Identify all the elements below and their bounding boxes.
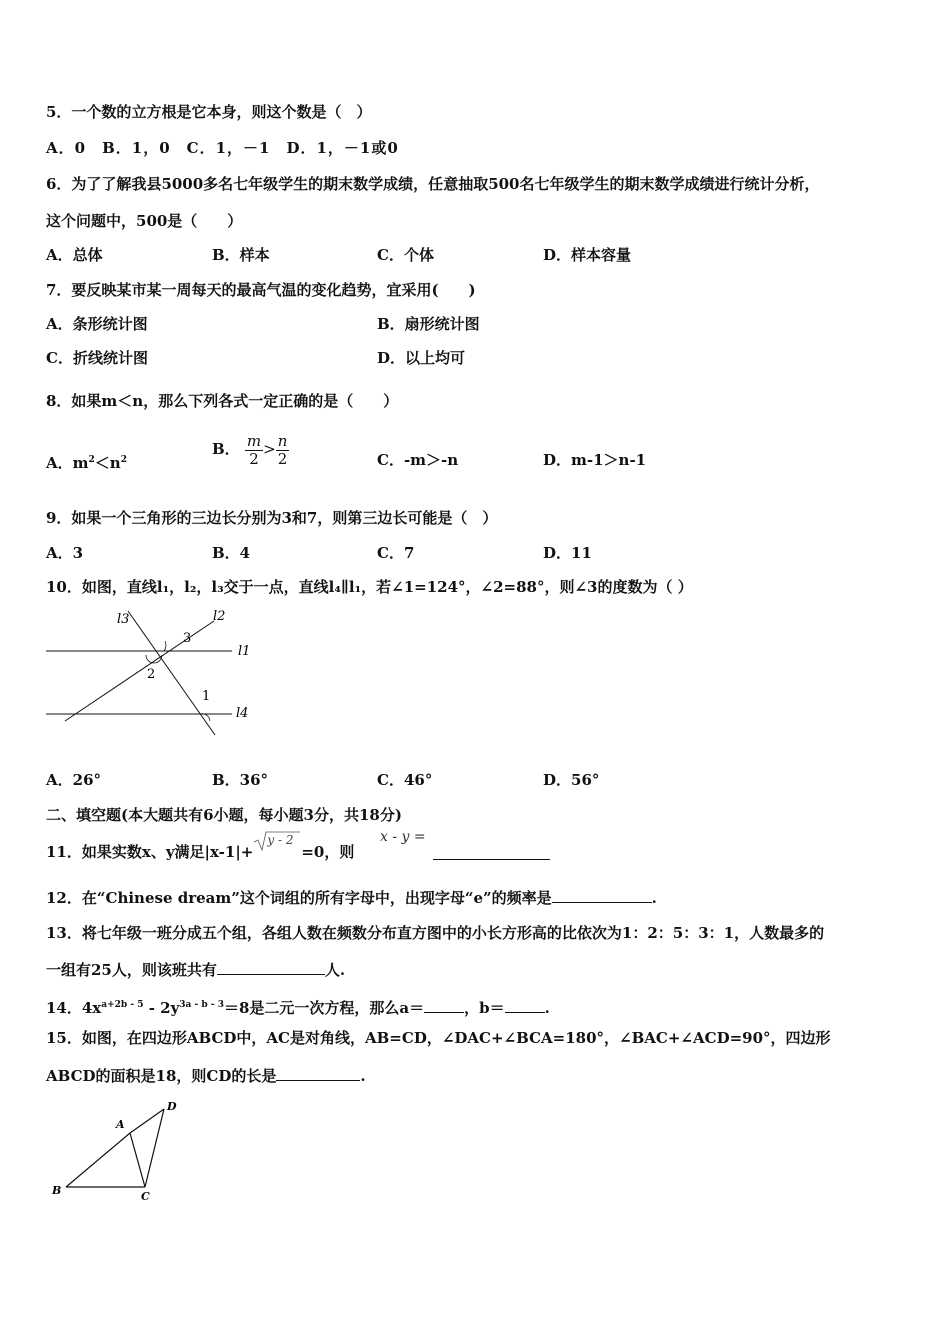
label-angle-2: 2 (147, 667, 156, 682)
section-2-heading: 二、填空题(本大题共有6小题，每小题3分，共18分) (46, 806, 402, 824)
q15-line1: 15．如图，在四边形ABCD中，AC是对角线，AB=CD，∠DAC+∠BCA=180°，∠BAC+∠ACD=90°，四边形 (46, 1029, 831, 1047)
q8-fraction-n (276, 433, 290, 468)
q14-exp1: a+2b - 5 (101, 1000, 144, 1010)
q11-prefix: 11．如果实数x、y满足|x-1|+ (46, 843, 254, 861)
label-D: D (167, 1100, 177, 1113)
q6-option-c: C．个体 (377, 246, 434, 264)
q12-line (46, 888, 657, 908)
q5-options: A．0 B．1，0 C．1，－1 D．1，－1或0 (46, 139, 399, 157)
q13-answer-blank[interactable] (217, 960, 325, 975)
q5-stem: 5．一个数的立方根是它本身，则这个数是（ ） (46, 103, 372, 121)
label-A: A (116, 1118, 125, 1131)
q10-option-d: D．56° (543, 771, 600, 789)
q8-option-b-label: B． (212, 440, 240, 458)
q9-stem: 9．如果一个三角形的三边长分别为3和7，则第三边长可能是（ ） (46, 509, 498, 527)
q7-option-a: A．条形统计图 (46, 315, 148, 333)
segment-AB (66, 1133, 130, 1187)
segment-AC (130, 1133, 145, 1187)
q6-option-b: B．样本 (212, 246, 270, 264)
q8-option-a-exp1: 2 (88, 455, 95, 465)
q7-option-d: D．以上均可 (377, 349, 466, 367)
label-B: B (52, 1184, 62, 1197)
line-l2 (65, 621, 214, 721)
q11-sqrt (253, 833, 301, 862)
q14-blank-a[interactable] (424, 998, 464, 1013)
q12-answer-blank[interactable] (552, 888, 652, 903)
q8-option-a-lt: ＜n (94, 454, 121, 472)
q10-stem: 10．如图，直线l₁，l₂，l₃交于一点，直线l₄∥l₁，若∠1=124°，∠2=88°，则∠3的度数为（ ） (46, 578, 693, 596)
label-l2: l2 (213, 609, 226, 624)
q7-stem: 7．要反映某市某一周每天的最高气温的变化趋势，宜采用( ) (46, 281, 476, 299)
label-l4: l4 (236, 706, 249, 721)
q11-answer-blank[interactable] (433, 845, 550, 860)
q10-option-b: B．36° (212, 771, 269, 789)
q7-option-c: C．折线统计图 (46, 349, 148, 367)
label-C: C (141, 1190, 150, 1203)
q6-option-d: D．样本容量 (543, 246, 632, 264)
q14-part4: ，b＝ (464, 999, 505, 1017)
q13-line1: 13．将七年级一班分成五个组，各组人数在频数分布直方图中的小长方形高的比依次为1：2：5：3：1，人数最多的 (46, 924, 825, 942)
q8-frac-m-den: 2 (249, 449, 259, 468)
q14-blank-b[interactable] (505, 998, 545, 1013)
q8-gt-sign: > (263, 440, 276, 458)
q11-expression: x - y = (380, 829, 426, 845)
q15-end: . (360, 1067, 366, 1085)
label-l3: l3 (117, 612, 130, 627)
q13-end: 人. (324, 961, 346, 979)
q11-line (46, 833, 355, 862)
q9-option-b: B．4 (212, 544, 251, 562)
q8-option-c: C．-m＞-n (377, 451, 459, 469)
q9-option-d: D．11 (543, 544, 592, 562)
q15-answer-blank[interactable] (276, 1066, 360, 1081)
q8-option-d: D．m-1＞n-1 (543, 451, 647, 469)
q8-fraction-m (245, 433, 263, 468)
q8-option-a-base: A．m (46, 454, 89, 472)
label-angle-1: 1 (202, 689, 211, 704)
q8-stem: 8．如果m＜n，那么下列各式一定正确的是（ ） (46, 392, 399, 410)
label-l1: l1 (238, 644, 251, 659)
q6-option-a: A．总体 (46, 246, 103, 264)
q14-line (46, 995, 550, 1018)
q8-option-b (212, 428, 289, 470)
q12-text: 12．在“Chinese dream”这个词组的所有字母中，出现字母“e”的频率是 (46, 889, 552, 907)
q15-text: ABCD的面积是18，则CD的长是 (46, 1067, 277, 1085)
q14-end: . (544, 999, 550, 1017)
q7-option-b: B．扇形统计图 (377, 315, 480, 333)
q13-line2 (46, 960, 345, 980)
q14-part3: ＝8是二元一次方程，那么a＝ (223, 999, 425, 1017)
q8-frac-m-num: m (246, 431, 262, 450)
q9-option-c: C．7 (377, 544, 415, 562)
q8-frac-n-den: 2 (277, 449, 288, 468)
q13-text: 一组有25人，则该班共有 (46, 961, 217, 979)
q14-part2: - 2y (143, 999, 180, 1017)
q15-figure (48, 1095, 188, 1205)
q12-end: . (651, 889, 657, 907)
q8-frac-n-num: n (277, 431, 288, 450)
q11-post: =0，则 (301, 843, 355, 861)
q6-stem-line2: 这个问题中，500是（ ） (46, 212, 243, 230)
angle-3-arc (164, 641, 166, 651)
q15-line2 (46, 1066, 366, 1086)
q8-option-a-exp2: 2 (120, 455, 127, 465)
q6-stem-line1: 6．为了了解我县5000多名七年级学生的期末数学成绩，任意抽取500名七年级学生的期末数学成绩进行统计分析， (46, 175, 820, 193)
q9-option-a: A．3 (46, 544, 84, 562)
q11-radicand: y - 2 (267, 833, 294, 847)
q10-figure (40, 603, 270, 743)
q10-option-c: C．46° (377, 771, 433, 789)
q8-option-a (46, 450, 127, 473)
q10-option-a: A．26° (46, 771, 102, 789)
q14-part1: 14．4x (46, 999, 102, 1017)
q14-exp2: 3a - b - 3 (179, 1000, 224, 1010)
label-angle-3: 3 (183, 631, 192, 646)
